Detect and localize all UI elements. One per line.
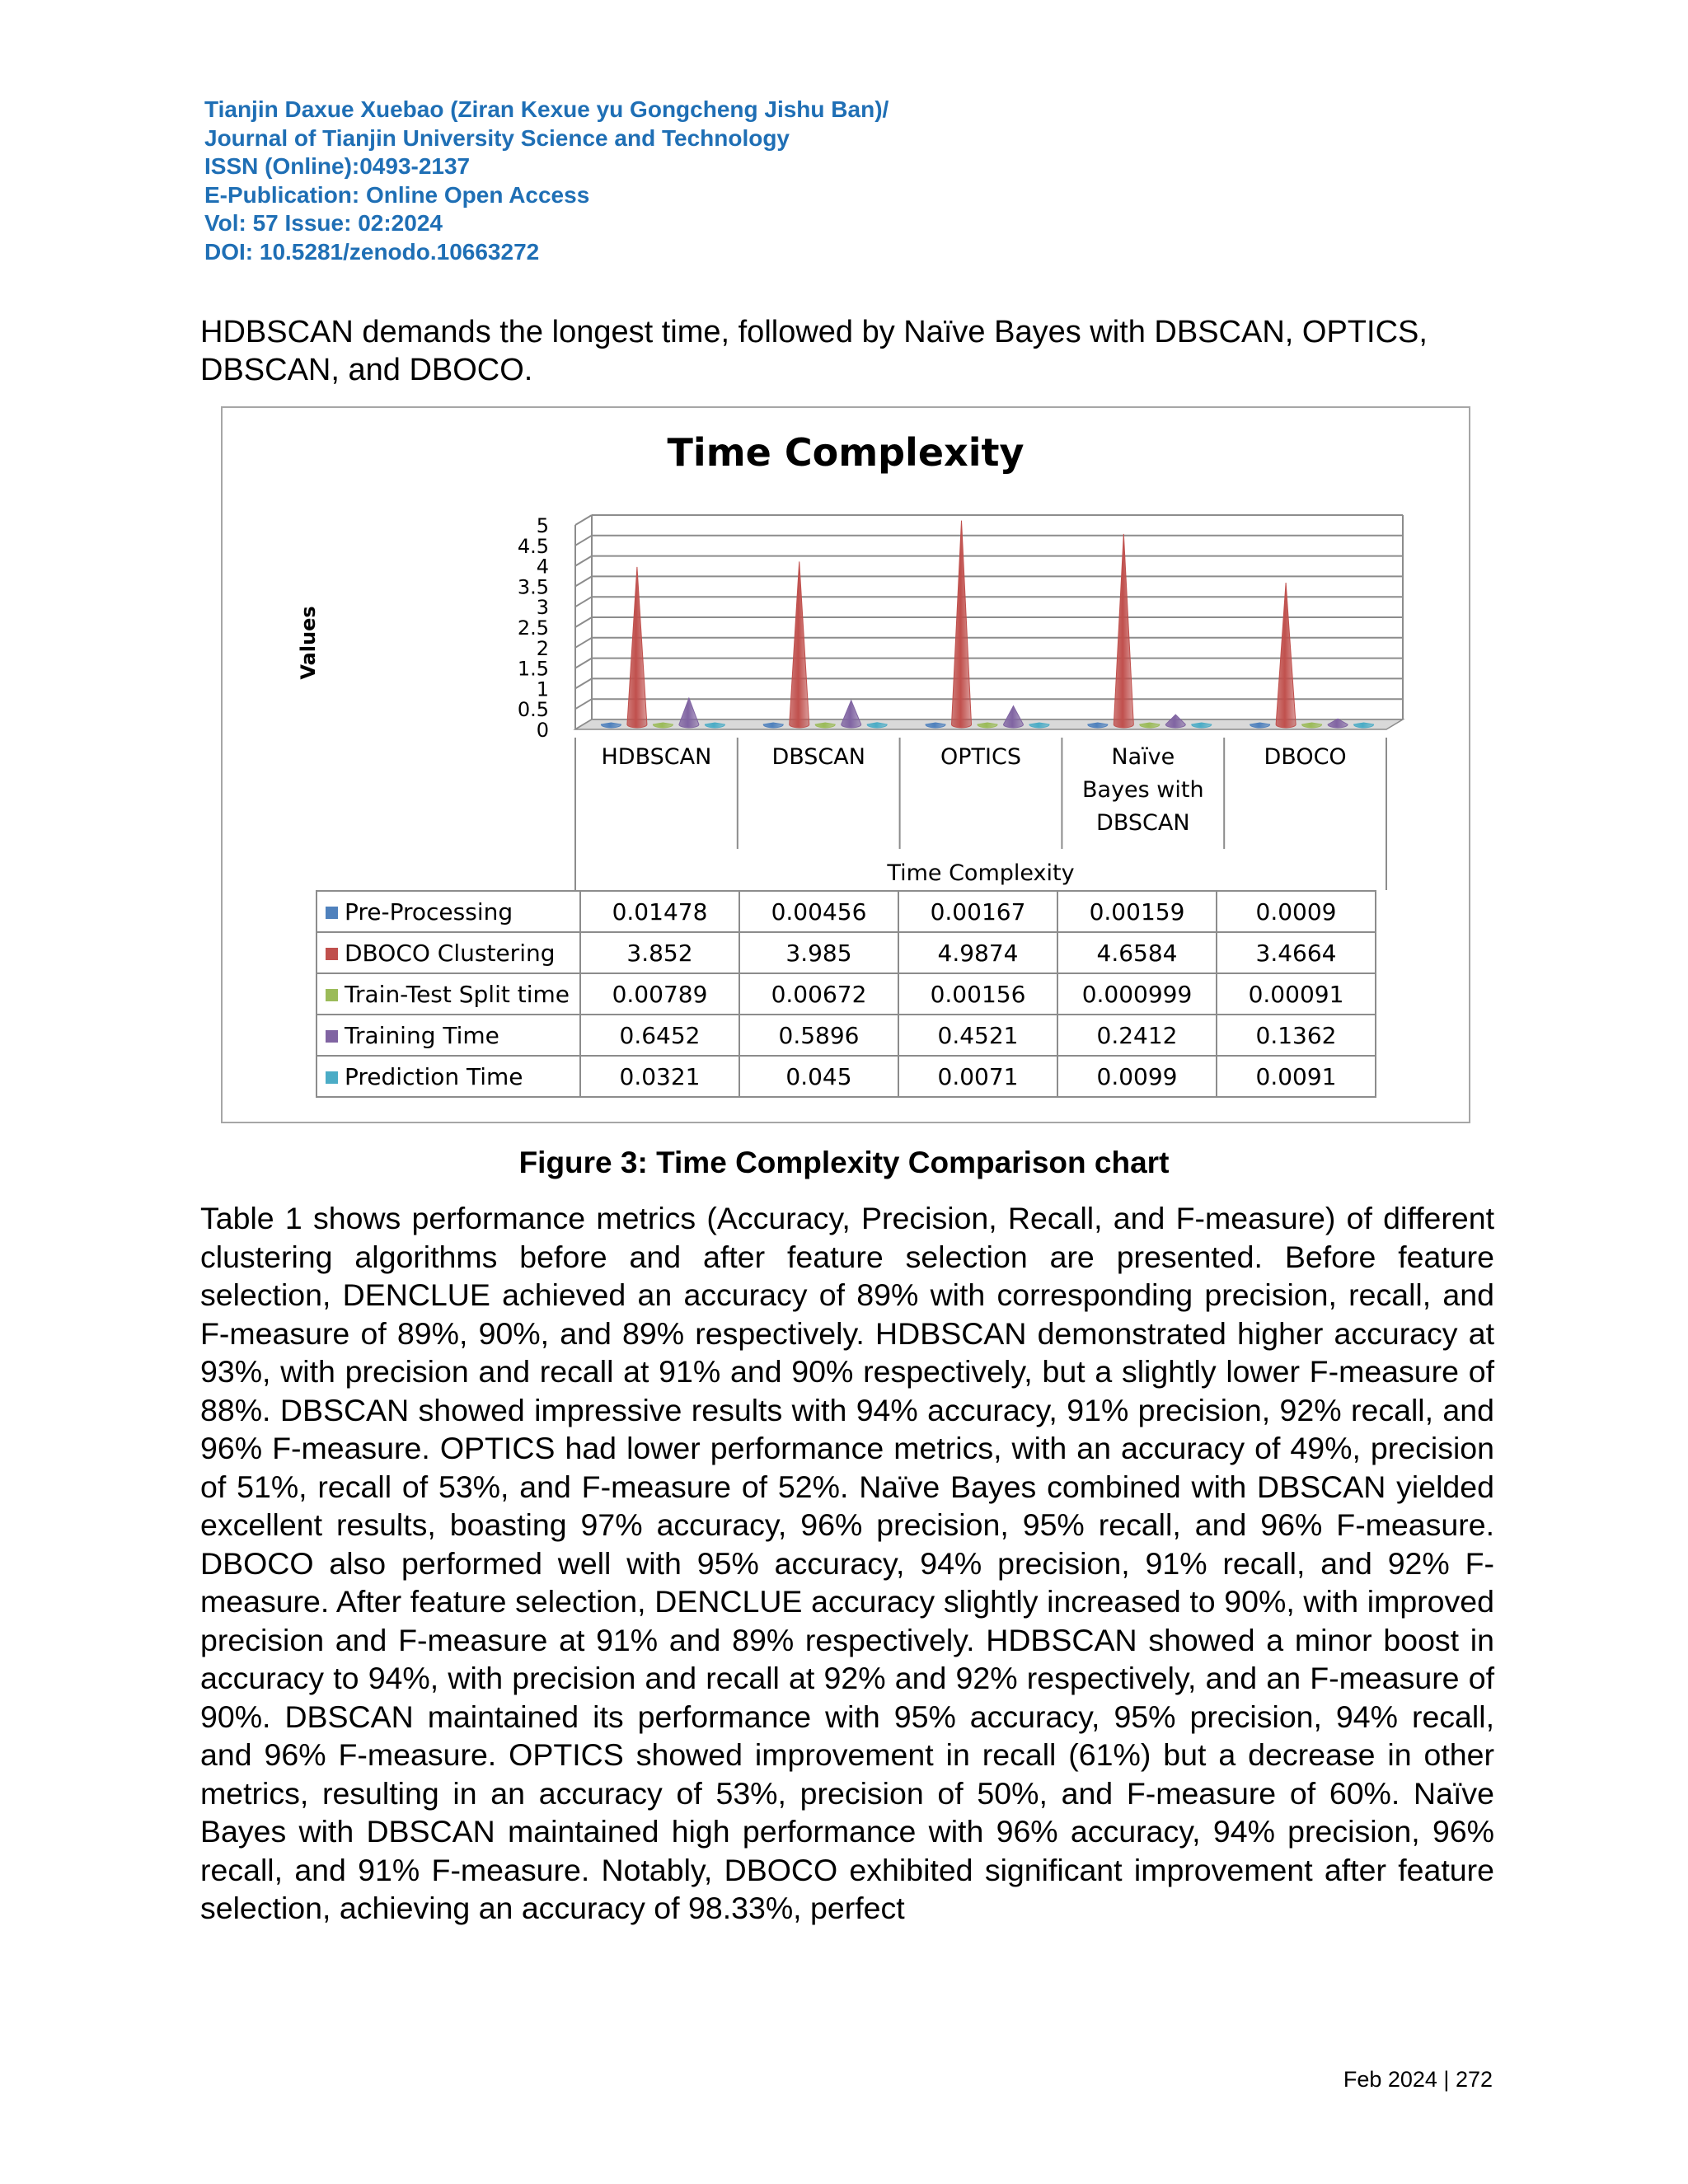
table-cell: 0.01478 <box>580 891 739 932</box>
journal-header <box>204 96 889 266</box>
cone-mark <box>1029 723 1049 728</box>
cone-mark <box>705 723 724 728</box>
cone-mark <box>926 723 945 728</box>
table-cell: 0.045 <box>739 1056 898 1097</box>
journal-title-line: Tianjin Daxue Xuebao (Ziran Kexue yu Gongcheng Jishu Ban)/ <box>204 96 889 122</box>
cone-mark <box>653 723 673 728</box>
y-tick-label: 2 <box>536 636 549 660</box>
table-row <box>316 1015 1376 1056</box>
series-legend-cell <box>316 932 580 973</box>
series-legend-cell <box>316 1056 580 1097</box>
series-legend-cell <box>316 891 580 932</box>
cone-mark <box>952 521 972 728</box>
gridline-depth <box>575 699 592 709</box>
table-row <box>316 891 1376 932</box>
table-cell: 0.00159 <box>1057 891 1217 932</box>
page-footer: Feb 2024 | 272 <box>1343 2067 1493 2092</box>
cone-mark <box>1302 723 1322 728</box>
legend-swatch <box>326 948 338 960</box>
cone-mark <box>815 723 835 728</box>
x-tick-label: DBSCAN <box>771 744 865 770</box>
y-tick-label: 2.5 <box>517 616 549 640</box>
x-axis-label: Time Complexity <box>887 860 1075 886</box>
series-legend-cell <box>316 1015 580 1056</box>
y-tick-label: 5 <box>536 514 549 537</box>
table-cell: 0.00091 <box>1217 973 1376 1015</box>
intro-paragraph: HDBSCAN demands the longest time, followed by Naïve Bayes with DBSCAN, OPTICS, DBSCAN, and DBOCO. <box>200 315 1428 387</box>
series-name: Prediction Time <box>345 1062 523 1090</box>
table-cell: 4.9874 <box>898 932 1057 973</box>
gridline-depth <box>575 576 592 586</box>
gridline-depth <box>575 678 592 688</box>
table-cell: 0.1362 <box>1217 1015 1376 1056</box>
y-tick-label: 0.5 <box>517 698 549 722</box>
series-legend-cell <box>316 973 580 1015</box>
gridline-depth <box>575 515 592 525</box>
cone-mark <box>1140 723 1160 728</box>
table-cell: 0.00672 <box>739 973 898 1015</box>
gridline-depth <box>575 556 592 566</box>
y-tick-label: 1 <box>536 677 549 701</box>
gridline-depth <box>575 638 592 648</box>
chart-title: Time Complexity <box>667 430 1025 475</box>
doi-line: DOI: 10.5281/zenodo.10663272 <box>204 238 540 265</box>
y-tick-label: 4 <box>536 555 549 579</box>
cone-mark <box>978 723 997 728</box>
series-name: Pre-Processing <box>345 898 513 926</box>
table-cell: 3.852 <box>580 932 739 973</box>
table-cell: 0.0099 <box>1057 1056 1217 1097</box>
cone-mark <box>790 561 809 728</box>
legend-swatch <box>326 1071 338 1084</box>
series-name: DBOCO Clustering <box>345 939 556 967</box>
cone-mark <box>1192 723 1212 728</box>
table-cell: 0.000999 <box>1057 973 1217 1015</box>
table-cell: 4.6584 <box>1057 932 1217 973</box>
table-cell: 0.00156 <box>898 973 1057 1015</box>
x-tick-label: OPTICS <box>940 744 1021 770</box>
gridline-depth <box>575 658 592 668</box>
journal-subtitle-line: Journal of Tianjin University Science and Technology <box>204 124 790 151</box>
table-cell: 0.6452 <box>580 1015 739 1056</box>
y-tick-label: 3 <box>536 596 549 620</box>
table-cell: 0.0091 <box>1217 1056 1376 1097</box>
gridline-depth <box>575 536 592 546</box>
table-row <box>316 973 1376 1015</box>
cone-mark <box>1003 706 1023 728</box>
table-cell: 0.0009 <box>1217 891 1376 932</box>
table-cell: 0.5896 <box>739 1015 898 1056</box>
legend-swatch <box>326 1030 338 1043</box>
table-cell: 0.4521 <box>898 1015 1057 1056</box>
publication-line: E-Publication: Online Open Access <box>204 181 590 208</box>
figure-caption: Figure 3: Time Complexity Comparison chart <box>518 1146 1170 1179</box>
table-cell: 0.00456 <box>739 891 898 932</box>
table-cell: 3.985 <box>739 932 898 973</box>
issn-line: ISSN (Online):0493-2137 <box>204 153 471 179</box>
cone-mark <box>1250 723 1270 728</box>
y-tick-label: 3.5 <box>517 575 549 599</box>
body-paragraph: Table 1 shows performance metrics (Accuracy, Precision, Recall, and F-measure) of different clustering algorithms before and after feature selection are presented. Before feature selection, DENCLUE achieved an accuracy of 89% with corresponding precision, recall, and F-measure of 89%, 90%, and 89% respectively. HDBSCAN demonstrated higher accuracy at 93%, with precision and recall at 91% and 90% respectively, but a slightly lower F-measure of 88%. DBSCAN showed impressive results with 94% accuracy, 91% precision, 92% recall, and 96% F-measure. OPTICS had lower performance metrics, with an accuracy of 49%, precision of 51%, recall of 53%, and F-measure of 52%. Naïve Bayes combined with DBSCAN yielded excellent results, boasting 97% accuracy, 96% precision, 95% recall, and 96% F-measure. DBOCO also performed well with 95% accuracy, 94% precision, 91% recall, and 92% F-measure. After feature selection, DENCLUE accuracy slightly increased to 90%, with improved precision and F-measure at 91% and 89% respectively. HDBSCAN showed a minor boost in accuracy to 94%, with precision and recall at 92% and 92% respectively, and an F-measure of 90%. DBSCAN maintained its performance with 95% accuracy, 95% precision, 94% recall, and 96% F-measure. OPTICS showed improvement in recall (61%) but a decrease in other metrics, resulting in an accuracy of 53%, precision of 50%, and F-measure of 60%. Naïve Bayes with DBSCAN maintained high performance with 96% accuracy, 94% precision, 96% recall, and 91% F-measure. Notably, DBOCO exhibited significant improvement after feature selection, achieving an accuracy of 98.33%, perfect <box>200 1201 1494 1925</box>
table-cell: 0.00789 <box>580 973 739 1015</box>
cone-mark <box>1114 534 1133 728</box>
table-cell: 0.0321 <box>580 1056 739 1097</box>
cone-mark <box>601 723 621 728</box>
cone-mark <box>1276 583 1296 728</box>
chart-data-table <box>316 890 1376 1098</box>
cone-mark <box>1354 723 1374 728</box>
y-tick-label: 4.5 <box>517 534 549 558</box>
x-tick-label: DBOCO <box>1264 744 1347 770</box>
cone-mark <box>679 698 699 728</box>
cone-mark <box>1088 723 1108 728</box>
time-complexity-figure <box>221 406 1470 1123</box>
table-cell: 0.0071 <box>898 1056 1057 1097</box>
cone-mark <box>842 701 861 728</box>
y-tick-label: 1.5 <box>517 657 549 681</box>
x-tick-label: Bayes with <box>1082 777 1204 803</box>
gridline-depth <box>575 597 592 607</box>
table-row <box>316 932 1376 973</box>
gridline-depth <box>575 617 592 627</box>
legend-swatch <box>326 907 338 919</box>
x-tick-label: Naïve <box>1111 744 1175 770</box>
y-axis-label: Values <box>297 606 320 680</box>
series-name: Train-Test Split time <box>345 980 570 1008</box>
cone-mark <box>1165 715 1185 728</box>
table-cell: 0.00167 <box>898 891 1057 932</box>
table-row <box>316 1056 1376 1097</box>
legend-swatch <box>326 989 338 1001</box>
cone-mark <box>763 723 783 728</box>
volume-line: Vol: 57 Issue: 02:2024 <box>204 210 443 236</box>
table-cell: 3.4664 <box>1217 932 1376 973</box>
series-name: Training Time <box>345 1021 499 1049</box>
y-tick-label: 0 <box>536 719 549 742</box>
x-tick-label: DBSCAN <box>1096 810 1190 836</box>
x-tick-label: HDBSCAN <box>601 744 712 770</box>
table-cell: 0.2412 <box>1057 1015 1217 1056</box>
cone-mark <box>627 567 647 728</box>
